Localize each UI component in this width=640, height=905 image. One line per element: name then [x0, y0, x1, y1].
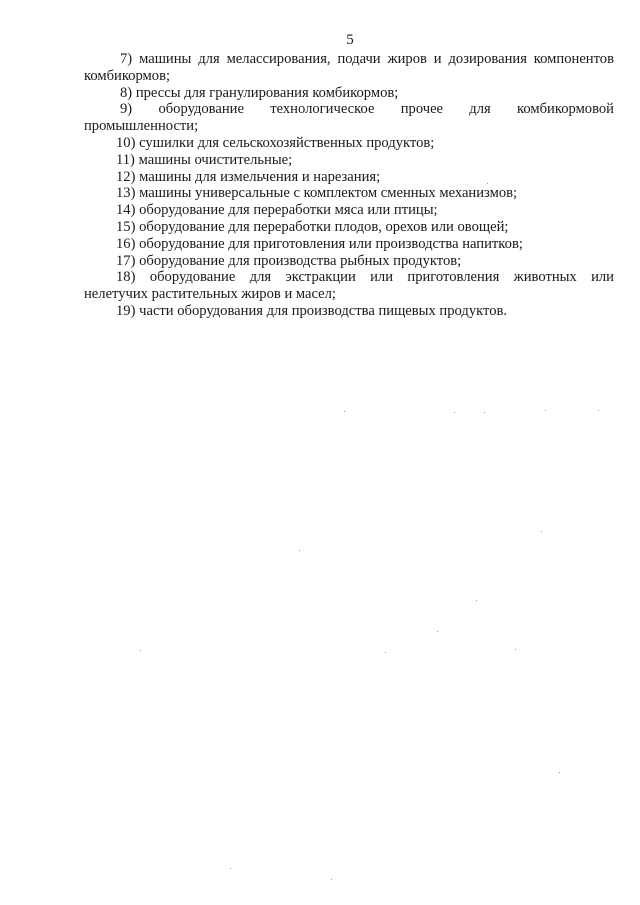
list-item-18: [84, 269, 614, 303]
scan-speck: [140, 650, 141, 651]
list-item-17: [84, 253, 614, 270]
item-text: сушилки для сельскохозяйственных продуктов;: [139, 134, 435, 151]
scan-speck: [515, 649, 516, 650]
item-text: машины для измельчения и нарезания;: [139, 168, 381, 185]
item-marker: 17): [116, 252, 136, 269]
item-text: оборудование для переработки плодов, орехов или овощей;: [139, 218, 509, 235]
item-marker: 11): [116, 151, 135, 168]
item-text: оборудование для приготовления или производства напитков;: [139, 235, 523, 252]
item-marker: 13): [116, 185, 136, 202]
item-marker: 8): [120, 84, 133, 101]
item-text-continued: промышленности;: [84, 118, 199, 135]
item-marker: 19): [116, 302, 136, 319]
scan-speck: [344, 411, 345, 412]
item-marker: 12): [116, 168, 136, 185]
item-text: оборудование для экстракции или приготовления животных или: [149, 269, 614, 286]
list-item-8: [84, 85, 614, 102]
item-text: оборудование для производства рыбных продуктов;: [139, 252, 462, 269]
item-text: машины очистительные;: [138, 151, 293, 168]
scan-speck: [331, 879, 332, 880]
item-text: оборудование для переработки мяса или птицы;: [139, 202, 438, 219]
list-item-14: [84, 202, 614, 219]
item-text: машины универсальные с комплектом сменных механизмов;: [139, 185, 518, 202]
scan-speck: [559, 772, 560, 773]
list-item-11: [84, 152, 614, 169]
item-text-continued: нелетучих растительных жиров и масел;: [84, 286, 336, 303]
list-item-19: [84, 303, 614, 320]
item-marker: 18): [116, 269, 136, 286]
item-marker: 14): [116, 202, 136, 219]
list-item-12: [84, 169, 614, 186]
item-text: оборудование технологическое прочее для комбикормовой: [158, 101, 614, 118]
list-item-7: [84, 51, 614, 85]
item-marker: 9): [120, 101, 133, 118]
list-item-13: [84, 185, 614, 202]
scan-speck: [437, 631, 438, 632]
scan-speck: [541, 531, 542, 532]
scan-speck: [598, 410, 599, 411]
scan-speck: [545, 410, 546, 411]
list-item-10: [84, 135, 614, 152]
item-marker: 15): [116, 218, 136, 235]
equipment-list: [84, 51, 614, 320]
scan-speck: [230, 868, 231, 869]
item-text: части оборудования для производства пищевых продуктов.: [139, 302, 508, 319]
item-marker: 16): [116, 235, 136, 252]
item-text: прессы для гранулирования комбикормов;: [135, 84, 399, 101]
scan-speck: [454, 412, 455, 413]
item-line-1: [84, 101, 614, 118]
item-line-1: [84, 269, 614, 286]
item-marker: 10): [116, 134, 136, 151]
scan-speck: [299, 550, 300, 551]
item-text: машины для мелассирования, подачи жиров и дозирования компонентов комбикормов;: [84, 51, 614, 84]
scan-speck: [487, 183, 488, 184]
scan-speck: [476, 600, 477, 601]
scan-speck: [484, 412, 485, 413]
list-item-15: [84, 219, 614, 236]
scan-speck: [385, 652, 386, 653]
page-number: 5: [346, 32, 354, 48]
list-item-16: [84, 236, 614, 253]
item-marker: 7): [120, 51, 133, 67]
list-item-9: [84, 101, 614, 135]
